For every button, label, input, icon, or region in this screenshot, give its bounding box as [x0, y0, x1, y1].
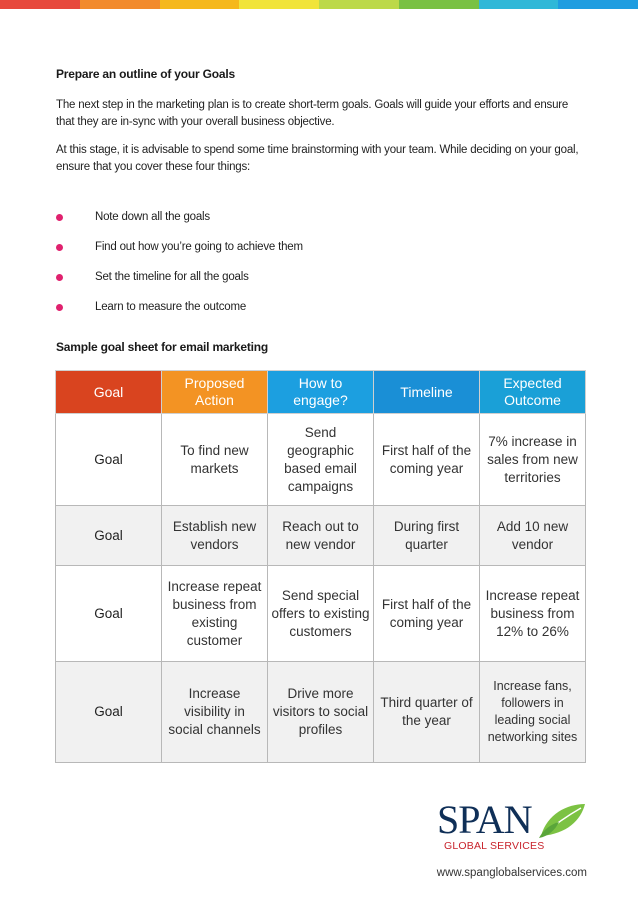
stripe-segment	[479, 0, 559, 9]
column-header-proposed-action: Proposed Action	[162, 371, 268, 414]
sheet-heading: Sample goal sheet for email marketing	[56, 340, 269, 354]
stripe-segment	[239, 0, 319, 9]
table-cell: Third quarter of the year	[374, 662, 480, 763]
table-cell: Increase fans, followers in leading social networking sites	[480, 662, 586, 763]
table-cell: Increase visibility in social channels	[162, 662, 268, 763]
stripe-segment	[160, 0, 240, 9]
outline-paragraph-1: The next step in the marketing plan is to create short-term goals. Goals will guide your efforts and ensure that they are in-sync with your overall business objective.	[56, 99, 569, 128]
list-item	[56, 262, 556, 292]
column-header-expected-outcome: Expected Outcome	[480, 371, 586, 414]
table-cell: Reach out to new vendor	[268, 506, 374, 566]
website-link[interactable]: www.spanglobalservices.com	[436, 867, 587, 879]
table-cell: First half of the coming year	[374, 414, 480, 506]
stripe-segment	[319, 0, 399, 9]
goal-checklist	[56, 202, 556, 322]
table-row	[56, 506, 586, 566]
table-cell: Goal	[56, 662, 162, 763]
table-cell: Goal	[56, 506, 162, 566]
table-cell: Send special offers to existing customers	[268, 566, 374, 662]
span-logo	[437, 797, 587, 855]
table-cell: Increase repeat business from 12% to 26%	[480, 566, 586, 662]
outline-paragraph-2: At this stage, it is advisable to spend some time brainstorming with your team. While deciding on your goal, ensure that you cover these four things:	[56, 144, 579, 173]
table-cell: Increase repeat business from existing customer	[162, 566, 268, 662]
list-item-label: Find out how you’re going to achieve them	[95, 241, 303, 253]
list-item	[56, 292, 556, 322]
logo-subtitle: GLOBAL SERVICES	[444, 840, 545, 852]
list-item	[56, 232, 556, 262]
stripe-segment	[80, 0, 160, 9]
list-item-label: Set the timeline for all the goals	[95, 271, 249, 283]
stripe-segment	[399, 0, 479, 9]
list-item	[56, 202, 556, 232]
bullet-icon	[56, 244, 63, 251]
table-cell: Add 10 new vendor	[480, 506, 586, 566]
logo-wordmark: SPAN	[437, 797, 532, 842]
outline-heading: Prepare an outline of your Goals	[56, 67, 235, 81]
table-cell: First half of the coming year	[374, 566, 480, 662]
column-header-how-to-engage: How to engage?	[268, 371, 374, 414]
table-cell: To find new markets	[162, 414, 268, 506]
table-cell: Send geographic based email campaigns	[268, 414, 374, 506]
table-cell: Drive more visitors to social profiles	[268, 662, 374, 763]
stripe-segment	[0, 0, 80, 9]
table-row	[56, 662, 586, 763]
list-item-label: Learn to measure the outcome	[95, 301, 247, 313]
color-stripe	[0, 0, 638, 9]
bullet-icon	[56, 214, 63, 221]
table-header-row	[56, 371, 586, 414]
stripe-segment	[558, 0, 638, 9]
table-row	[56, 566, 586, 662]
table-cell: 7% increase in sales from new territories	[480, 414, 586, 506]
table-cell: Goal	[56, 566, 162, 662]
list-item-label: Note down all the goals	[95, 211, 210, 223]
column-header-goal: Goal	[56, 371, 162, 414]
table-cell: Establish new vendors	[162, 506, 268, 566]
bullet-icon	[56, 304, 63, 311]
leaf-icon	[537, 800, 587, 840]
column-header-timeline: Timeline	[374, 371, 480, 414]
bullet-icon	[56, 274, 63, 281]
table-cell: Goal	[56, 414, 162, 506]
table-row	[56, 414, 586, 506]
goal-sheet-table	[55, 370, 586, 763]
table-cell: During first quarter	[374, 506, 480, 566]
